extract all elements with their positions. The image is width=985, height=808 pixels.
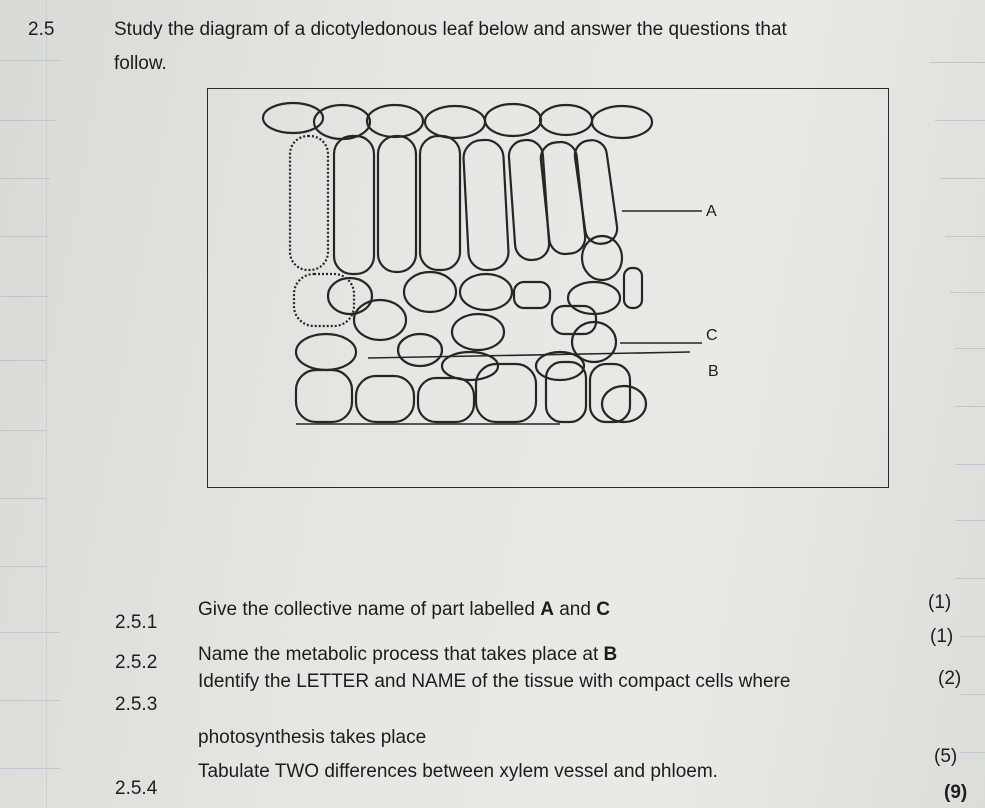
question-2-5-3-text: Identify the LETTER and NAME of the tissue with compact cells where — [198, 671, 791, 692]
palisade-mesophyll — [290, 136, 619, 274]
question-2-5-1-label-a: A — [540, 599, 554, 620]
question-2-5-2-mark: (1) — [930, 626, 954, 647]
label-b: B — [708, 363, 719, 380]
question-2-5-3-mark: (2) — [938, 668, 962, 689]
question-2-5-1-mark: (1) — [928, 592, 952, 613]
question-2-5-1-label-c: C — [596, 599, 610, 620]
label-a: A — [706, 203, 717, 220]
question-2-5-1-text — [198, 600, 610, 619]
question-2-5-2-text — [198, 645, 617, 664]
question-2-5-1-mid: and — [553, 599, 597, 620]
label-b-pointer — [368, 352, 690, 358]
question-2-5-1-number: 2.5.1 — [115, 612, 158, 633]
question-2-5-3-number: 2.5.3 — [115, 694, 158, 715]
question-2-5-4-mark: (5) — [934, 746, 958, 767]
lower-epidermis — [296, 362, 646, 424]
question-2-5-2-number: 2.5.2 — [115, 652, 158, 673]
spongy-mesophyll — [294, 236, 642, 380]
question-2-5-4-number: 2.5.4 — [115, 778, 158, 799]
question-2-5-2-label-b: B — [603, 644, 618, 665]
question-2-5-1-pre: Give the collective name of part labelled — [198, 599, 541, 620]
question-2-5-2-pre: Name the metabolic process that takes place at — [198, 644, 604, 665]
label-c: C — [706, 327, 718, 344]
instruction-line-2: follow. — [114, 53, 167, 74]
question-2-5-3-text-line-2: photosynthesis takes place — [198, 727, 427, 748]
question-number: 2.5 — [28, 19, 55, 40]
upper-epidermis — [263, 103, 652, 139]
instruction-line-1: Study the diagram of a dicotyledonous leaf below and answer the questions that — [114, 19, 787, 40]
total-mark: (9) — [944, 782, 968, 803]
question-2-5-4-text: Tabulate TWO differences between xylem vessel and phloem. — [198, 761, 718, 782]
